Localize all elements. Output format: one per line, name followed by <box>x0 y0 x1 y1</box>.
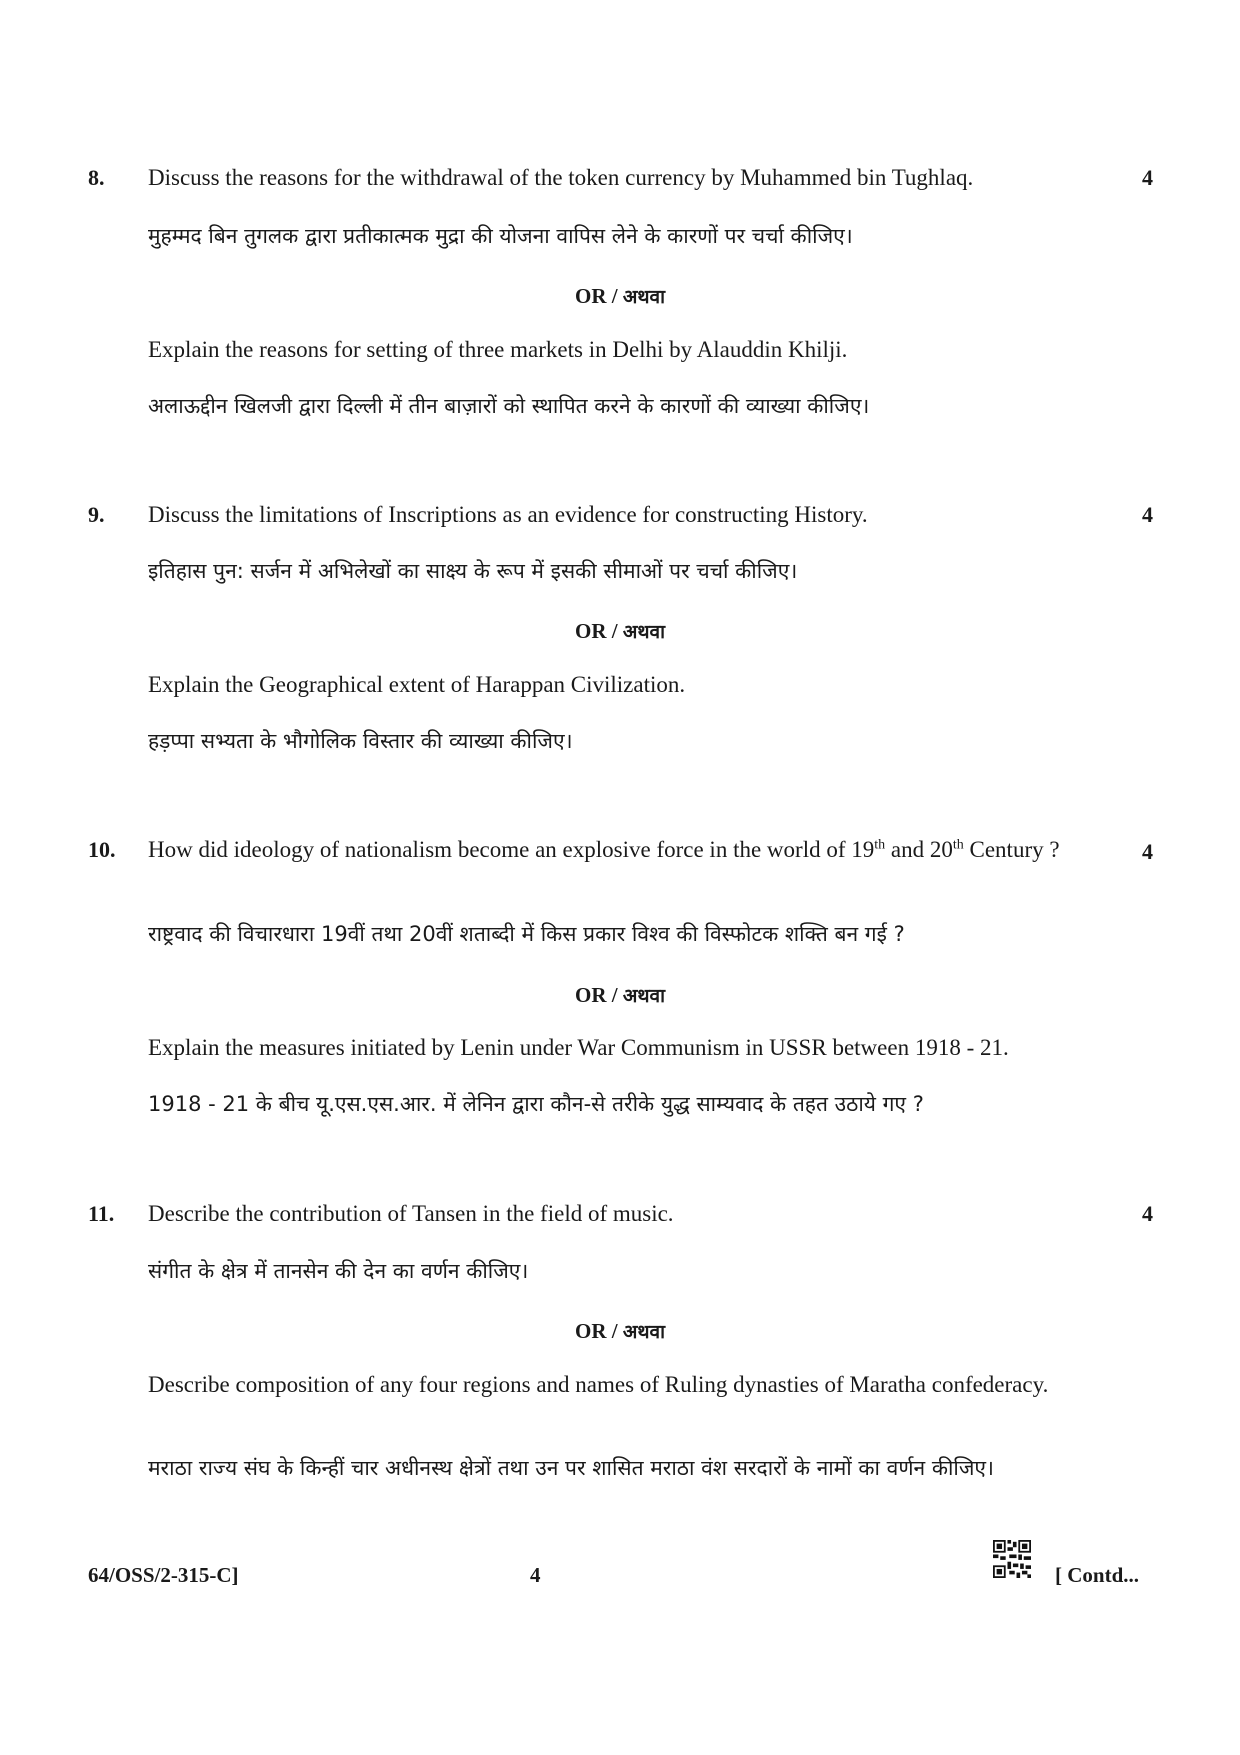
paper-code: 64/OSS/2-315-C] <box>88 1563 239 1587</box>
question-marks: 4 <box>1142 839 1153 864</box>
question-text-english: Describe the contribution of Tansen in the field of music. <box>148 1201 674 1226</box>
or-separator: OR / अथवा <box>575 983 665 1007</box>
question-text-hindi: इतिहास पुन: सर्जन में अभिलेखों का साक्ष्य के रूप में इसकी सीमाओं पर चर्चा कीजिए। <box>148 559 798 583</box>
question-number: 9. <box>88 502 105 527</box>
question-marks: 4 <box>1142 1201 1153 1226</box>
alternative-text-english: Explain the Geographical extent of Harappan Civilization. <box>148 672 686 697</box>
question-text-english: Discuss the reasons for the withdrawal of the token currency by Muhammed bin Tughlaq. <box>148 165 974 190</box>
alternative-text-hindi: 1918 - 21 के बीच यू.एस.एस.आर. में लेनिन द्वारा कौन-से तरीके युद्ध साम्यवाद के तहत उठाये गए ? <box>148 1092 924 1116</box>
question-marks: 4 <box>1142 165 1153 190</box>
alternative-text-english: Describe composition of any four regions and names of Ruling dynasties of Maratha confederacy. <box>148 1372 1049 1397</box>
alternative-text-hindi: अलाऊद्दीन खिलजी द्वारा दिल्ली में तीन बाज़ारों को स्थापित करने के कारणों की व्याख्या कीजिए। <box>148 394 870 418</box>
question-marks: 4 <box>1142 502 1153 527</box>
or-separator: OR / अथवा <box>575 284 665 308</box>
qr-code-icon <box>993 1540 1031 1578</box>
question-number: 10. <box>88 837 116 862</box>
question-text-english: Discuss the limitations of Inscriptions as an evidence for constructing History. <box>148 502 868 527</box>
alternative-text-english: Explain the measures initiated by Lenin under War Communism in USSR between 1918 - 21. <box>148 1035 1009 1060</box>
question-number: 11. <box>88 1201 115 1226</box>
question-text-hindi: मुहम्मद बिन तुगलक द्वारा प्रतीकात्मक मुद्रा की योजना वापिस लेने के कारणों पर चर्चा कीजिए। <box>148 224 853 248</box>
alternative-text-english: Explain the reasons for setting of three markets in Delhi by Alauddin Khilji. <box>148 337 848 362</box>
alternative-text-hindi: हड़प्पा सभ्यता के भौगोलिक विस्तार की व्याख्या कीजिए। <box>148 729 573 753</box>
question-text-english: How did ideology of nationalism become an explosive force in the world of 19th and 20th Century ? <box>148 837 1060 862</box>
page-number: 4 <box>530 1563 541 1587</box>
question-text-hindi: राष्ट्रवाद की विचारधारा 19वीं तथा 20वीं शताब्दी में किस प्रकार विश्व की विस्फोटक शक्ति बन गई ? <box>148 922 905 946</box>
question-text-hindi: संगीत के क्षेत्र में तानसेन की देन का वर्णन कीजिए। <box>148 1259 529 1283</box>
question-number: 8. <box>88 165 105 190</box>
alternative-text-hindi: मराठा राज्य संघ के किन्हीं चार अधीनस्थ क्षेत्रों तथा उन पर शासित मराठा वंश सरदारों के नामों का वर्णन कीजिए। <box>148 1456 994 1480</box>
continued-label: [ Contd... <box>1055 1563 1140 1587</box>
or-separator: OR / अथवा <box>575 619 665 643</box>
or-separator: OR / अथवा <box>575 1319 665 1343</box>
